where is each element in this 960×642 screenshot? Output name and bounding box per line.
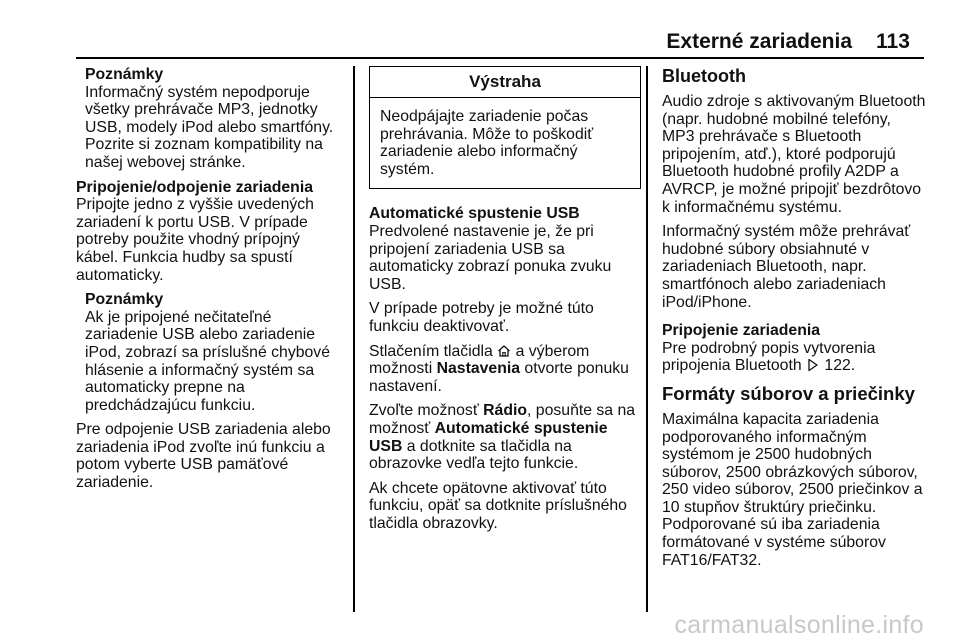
section-heading-formats: Formáty súborov a priečinky	[662, 382, 915, 404]
autostart-p4	[369, 402, 641, 472]
warning-title: Výstraha	[370, 67, 640, 98]
text-run: Zvoľte možnosť	[369, 402, 484, 420]
warning-box	[369, 66, 641, 189]
autostart-p3	[369, 343, 641, 396]
autostart-p5: Ak chcete opätovne aktivovať túto funkciu, opäť sa dotknite príslušného tlačidla obrazovky.	[369, 479, 627, 532]
connect-text: Pripojte jedno z vyššie uvedených zariadení k portu USB. V prípade potreby použite vhodný prípojný kábel. Funkcia hudby sa spustí automaticky.	[76, 196, 314, 284]
disconnect-text: Pre odpojenie USB zariadenia alebo zariadenia iPod zvoľte inú funkciu a potom vyberte USB pamäťové zariadenie.	[76, 421, 331, 492]
section-heading-connect: Pripojenie/odpojenie zariadenia	[76, 178, 314, 196]
menu-name-autostart: Automatické spustenie USB	[369, 419, 608, 455]
note-compatibility	[85, 66, 352, 172]
column-1	[76, 66, 352, 499]
page-number: 113	[876, 30, 910, 53]
watermark: carmanualsonline.info	[674, 611, 924, 639]
page-title: Externé zariadenia	[666, 30, 852, 53]
section-heading-bluetooth: Bluetooth	[662, 66, 746, 86]
note-text: Ak je pripojené nečitateľné zariadenie USB alebo zariadenie iPod, zobrazí sa príslušné chybové hlásenie a informačný systém sa automaticky prepne na predchádzajúcu funkciu.	[85, 308, 330, 414]
section-heading-pairing: Pripojenie zariadenia	[662, 322, 821, 340]
column-divider-1	[353, 66, 355, 612]
text-run: Pre podrobný popis vytvorenia pripojenia Bluetooth	[662, 339, 876, 375]
column-divider-2	[646, 66, 648, 612]
note-title: Poznámky	[85, 66, 164, 83]
note-title: Poznámky	[85, 291, 164, 309]
formats-text: Maximálna kapacita zariadenia podporovaného informačným systémom je 2500 hudobných súborov, 2500 obrázkových súborov, 250 video súborov, 2500 priečinkov a 10 stupňov štruktúry priečinku. Podporované sú iba zariadenia formátované v systéme súborov FAT16/FAT32.	[662, 410, 923, 569]
autostart-p1: Predvolené nastavenie je, že pri pripojení zariadenia USB sa automaticky zobrazí ponuka zvuku USB.	[369, 222, 612, 293]
autostart-p2: V prípade potreby je možné túto funkciu deaktivovať.	[369, 300, 594, 335]
text-run: Stlačením tlačidla	[369, 342, 493, 360]
warning-text: Neodpájajte zariadenie počas prehrávania. Môže to poškodiť zariadenie alebo informačný systém.	[380, 108, 594, 178]
text-run: a dotknite sa tlačidla na obrazovke vedľa tejto funkcie.	[369, 437, 579, 473]
menu-name-settings: Nastavenia	[436, 360, 521, 378]
page-reference[interactable]: 122.	[824, 357, 856, 375]
note-text: Informačný systém nepodporuje všetky prehrávače MP3, jednotky USB, modely iPod alebo smartfóny. Pozrite si zoznam kompatibility na našej webovej stránke.	[85, 83, 334, 171]
column-3	[662, 66, 930, 576]
home-icon	[497, 344, 511, 358]
bluetooth-p2: Informačný systém môže prehrávať hudobné súbory obsiahnuté v zariadeniach Bluetooth, napr. smartfónoch alebo zariadeniach iPod/iPhone.	[662, 223, 911, 311]
bluetooth-p1: Audio zdroje s aktivovaným Bluetooth (napr. hudobné mobilné telefóny, MP3 prehrávače s Bluetooth pripojením, atď.), ktoré podporujú Bluetooth hudobné profily A2DP a AVRCP, je možné pripojiť bezdrôtovo k informačnému systému.	[662, 93, 926, 216]
text-run: a výberom možnosti	[369, 342, 590, 378]
column-2	[369, 66, 641, 539]
text-run: , posuňte sa na možnosť	[369, 402, 636, 437]
note-unreadable	[85, 291, 352, 414]
section-heading-autostart: Automatické spustenie USB	[369, 205, 580, 223]
header-rule	[76, 57, 924, 59]
pairing-text	[662, 340, 930, 375]
menu-name-radio: Rádio	[483, 402, 528, 420]
text-run: otvorte ponuku nastavení.	[369, 360, 629, 395]
arrow-right-icon	[806, 358, 820, 372]
